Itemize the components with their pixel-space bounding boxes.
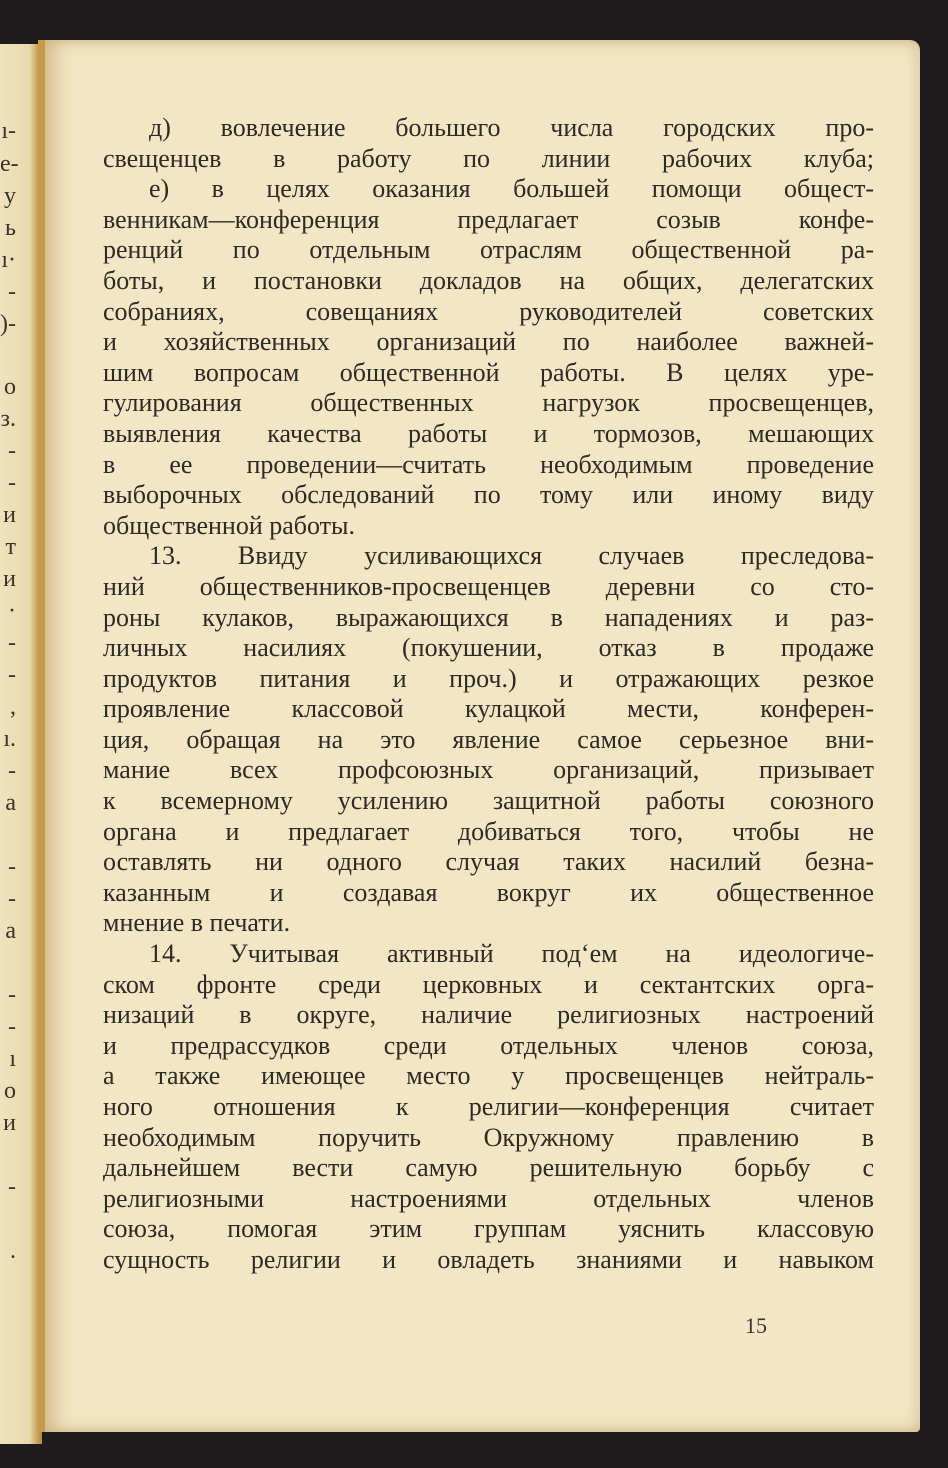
book-page — [38, 40, 920, 1432]
body-text — [103, 113, 874, 1276]
previous-page-fragment: - — [8, 662, 16, 688]
previous-page-fragment: · — [8, 598, 16, 624]
text-line: 14. Учитывая активный под‘ем на идеологиче- — [149, 939, 874, 969]
previous-page-edge — [0, 44, 42, 1444]
text-line: гулирования общественных нагрузок просвещенцев, — [103, 388, 874, 418]
previous-page-fragment: - — [8, 470, 16, 496]
text-line: мание всех профсоюзных организаций, призывает — [103, 755, 874, 785]
text-line: к всемерному усилению защитной работы союзного — [103, 786, 874, 816]
text-line: дальнейшем вести самую решительную борьбу с — [103, 1153, 874, 1183]
text-line: необходимым поручить Окружному правлению в — [103, 1122, 874, 1152]
text-line: 13. Ввиду усиливающихся случаев преследова- — [149, 541, 874, 571]
previous-page-fragment: - — [8, 1014, 16, 1040]
text-line: а также имеющее место у просвещенцев нейтраль- — [103, 1061, 874, 1091]
text-line: проявление классовой кулацкой мести, конферен- — [103, 694, 874, 724]
previous-page-fragment: )- — [0, 311, 16, 337]
text-line: е) в целях оказания большей помощи общест- — [149, 174, 874, 204]
text-line: личных насилиях (покушении, отказ в продаже — [103, 633, 874, 663]
previous-page-fragment: - — [8, 438, 16, 464]
text-line: общественной работы. — [103, 510, 356, 540]
previous-page-fragment: а — [5, 918, 16, 944]
previous-page-fragment: т — [5, 534, 16, 560]
text-line: религиозными настроениями отдельных членов — [103, 1183, 874, 1213]
previous-page-fragment: ь — [5, 215, 16, 241]
previous-page-fragment: ı — [9, 1046, 16, 1072]
text-line: сущность религии и овладеть знаниями и навыком — [103, 1244, 874, 1274]
text-line: казанным и создавая вокруг их общественное — [103, 877, 874, 907]
text-line: оставлять ни одного случая таких насилий безна- — [103, 847, 874, 877]
text-line: боты, и постановки докладов на общих, делегатских — [103, 265, 874, 295]
text-line: ний общественников-просвещенцев деревни со сто- — [103, 571, 874, 601]
previous-page-fragment: - — [8, 279, 16, 305]
text-line: и хозяйственных организаций по наиболее важней- — [103, 327, 874, 357]
previous-page-fragment: - — [8, 630, 16, 656]
text-line: выборочных обследований по тому или иному виду — [103, 480, 874, 510]
previous-page-fragment: у — [4, 183, 16, 209]
text-line: роны кулаков, выражающихся в нападениях и раз- — [103, 602, 874, 632]
text-line: свещенцев в работу по линии рабочих клуба; — [103, 143, 874, 173]
previous-page-fragment: о — [4, 374, 16, 400]
text-line: д) вовлечение большего числа городских про- — [149, 113, 874, 142]
text-line: ском фронте среди церковных и сектантских орга- — [103, 969, 874, 999]
previous-page-fragment: - — [8, 982, 16, 1008]
text-line: органа и предлагает добиваться того, чтобы не — [103, 816, 874, 846]
previous-page-fragment: и — [3, 566, 16, 592]
text-line: мнение в печати. — [103, 908, 291, 938]
text-line: ного отношения к религии—конференция считает — [103, 1092, 874, 1121]
previous-page-fragment: . — [10, 1238, 16, 1264]
previous-page-fragment: а — [5, 790, 16, 816]
page-number: 15 — [745, 1313, 767, 1338]
previous-page-fragment: - — [8, 886, 16, 912]
text-line: низаций в округе, наличие религиозных настроений — [103, 1000, 874, 1030]
text-line: ренций по отдельным отраслям общественной ра- — [103, 235, 874, 265]
text-line: венникам—конференция предлагает созыв конфе- — [103, 204, 874, 234]
previous-page-fragment: - — [8, 854, 16, 880]
text-line: продуктов питания и проч.) и отражающих резкое — [103, 663, 874, 693]
previous-page-fragment: ı- — [1, 118, 16, 144]
previous-page-fragment: e- — [0, 151, 19, 177]
text-line: ция, обращая на это явление самое серьезное вни- — [103, 724, 874, 754]
text-line: выявления качества работы и тормозов, мешающих — [103, 418, 874, 448]
previous-page-fragment: - — [8, 1174, 16, 1200]
text-line: и предрассудков среди отдельных членов союза, — [103, 1030, 874, 1060]
text-line: в ее проведении—считать необходимым проведение — [103, 449, 874, 479]
previous-page-fragment: з. — [0, 406, 16, 432]
text-line: шим вопросам общественной работы. В целях уре- — [103, 357, 874, 387]
previous-page-fragment: и — [3, 502, 16, 528]
previous-page-fragment: ı. — [3, 726, 16, 752]
text-line: собраниях, совещаниях руководителей советских — [103, 296, 874, 326]
previous-page-fragment: и — [3, 1110, 16, 1136]
previous-page-fragment: о — [4, 1078, 16, 1104]
text-line: союза, помогая этим группам уяснить классовую — [103, 1214, 874, 1244]
previous-page-fragment: , — [10, 694, 16, 720]
previous-page-fragment: ı· — [1, 247, 16, 273]
previous-page-fragment: - — [8, 758, 16, 784]
